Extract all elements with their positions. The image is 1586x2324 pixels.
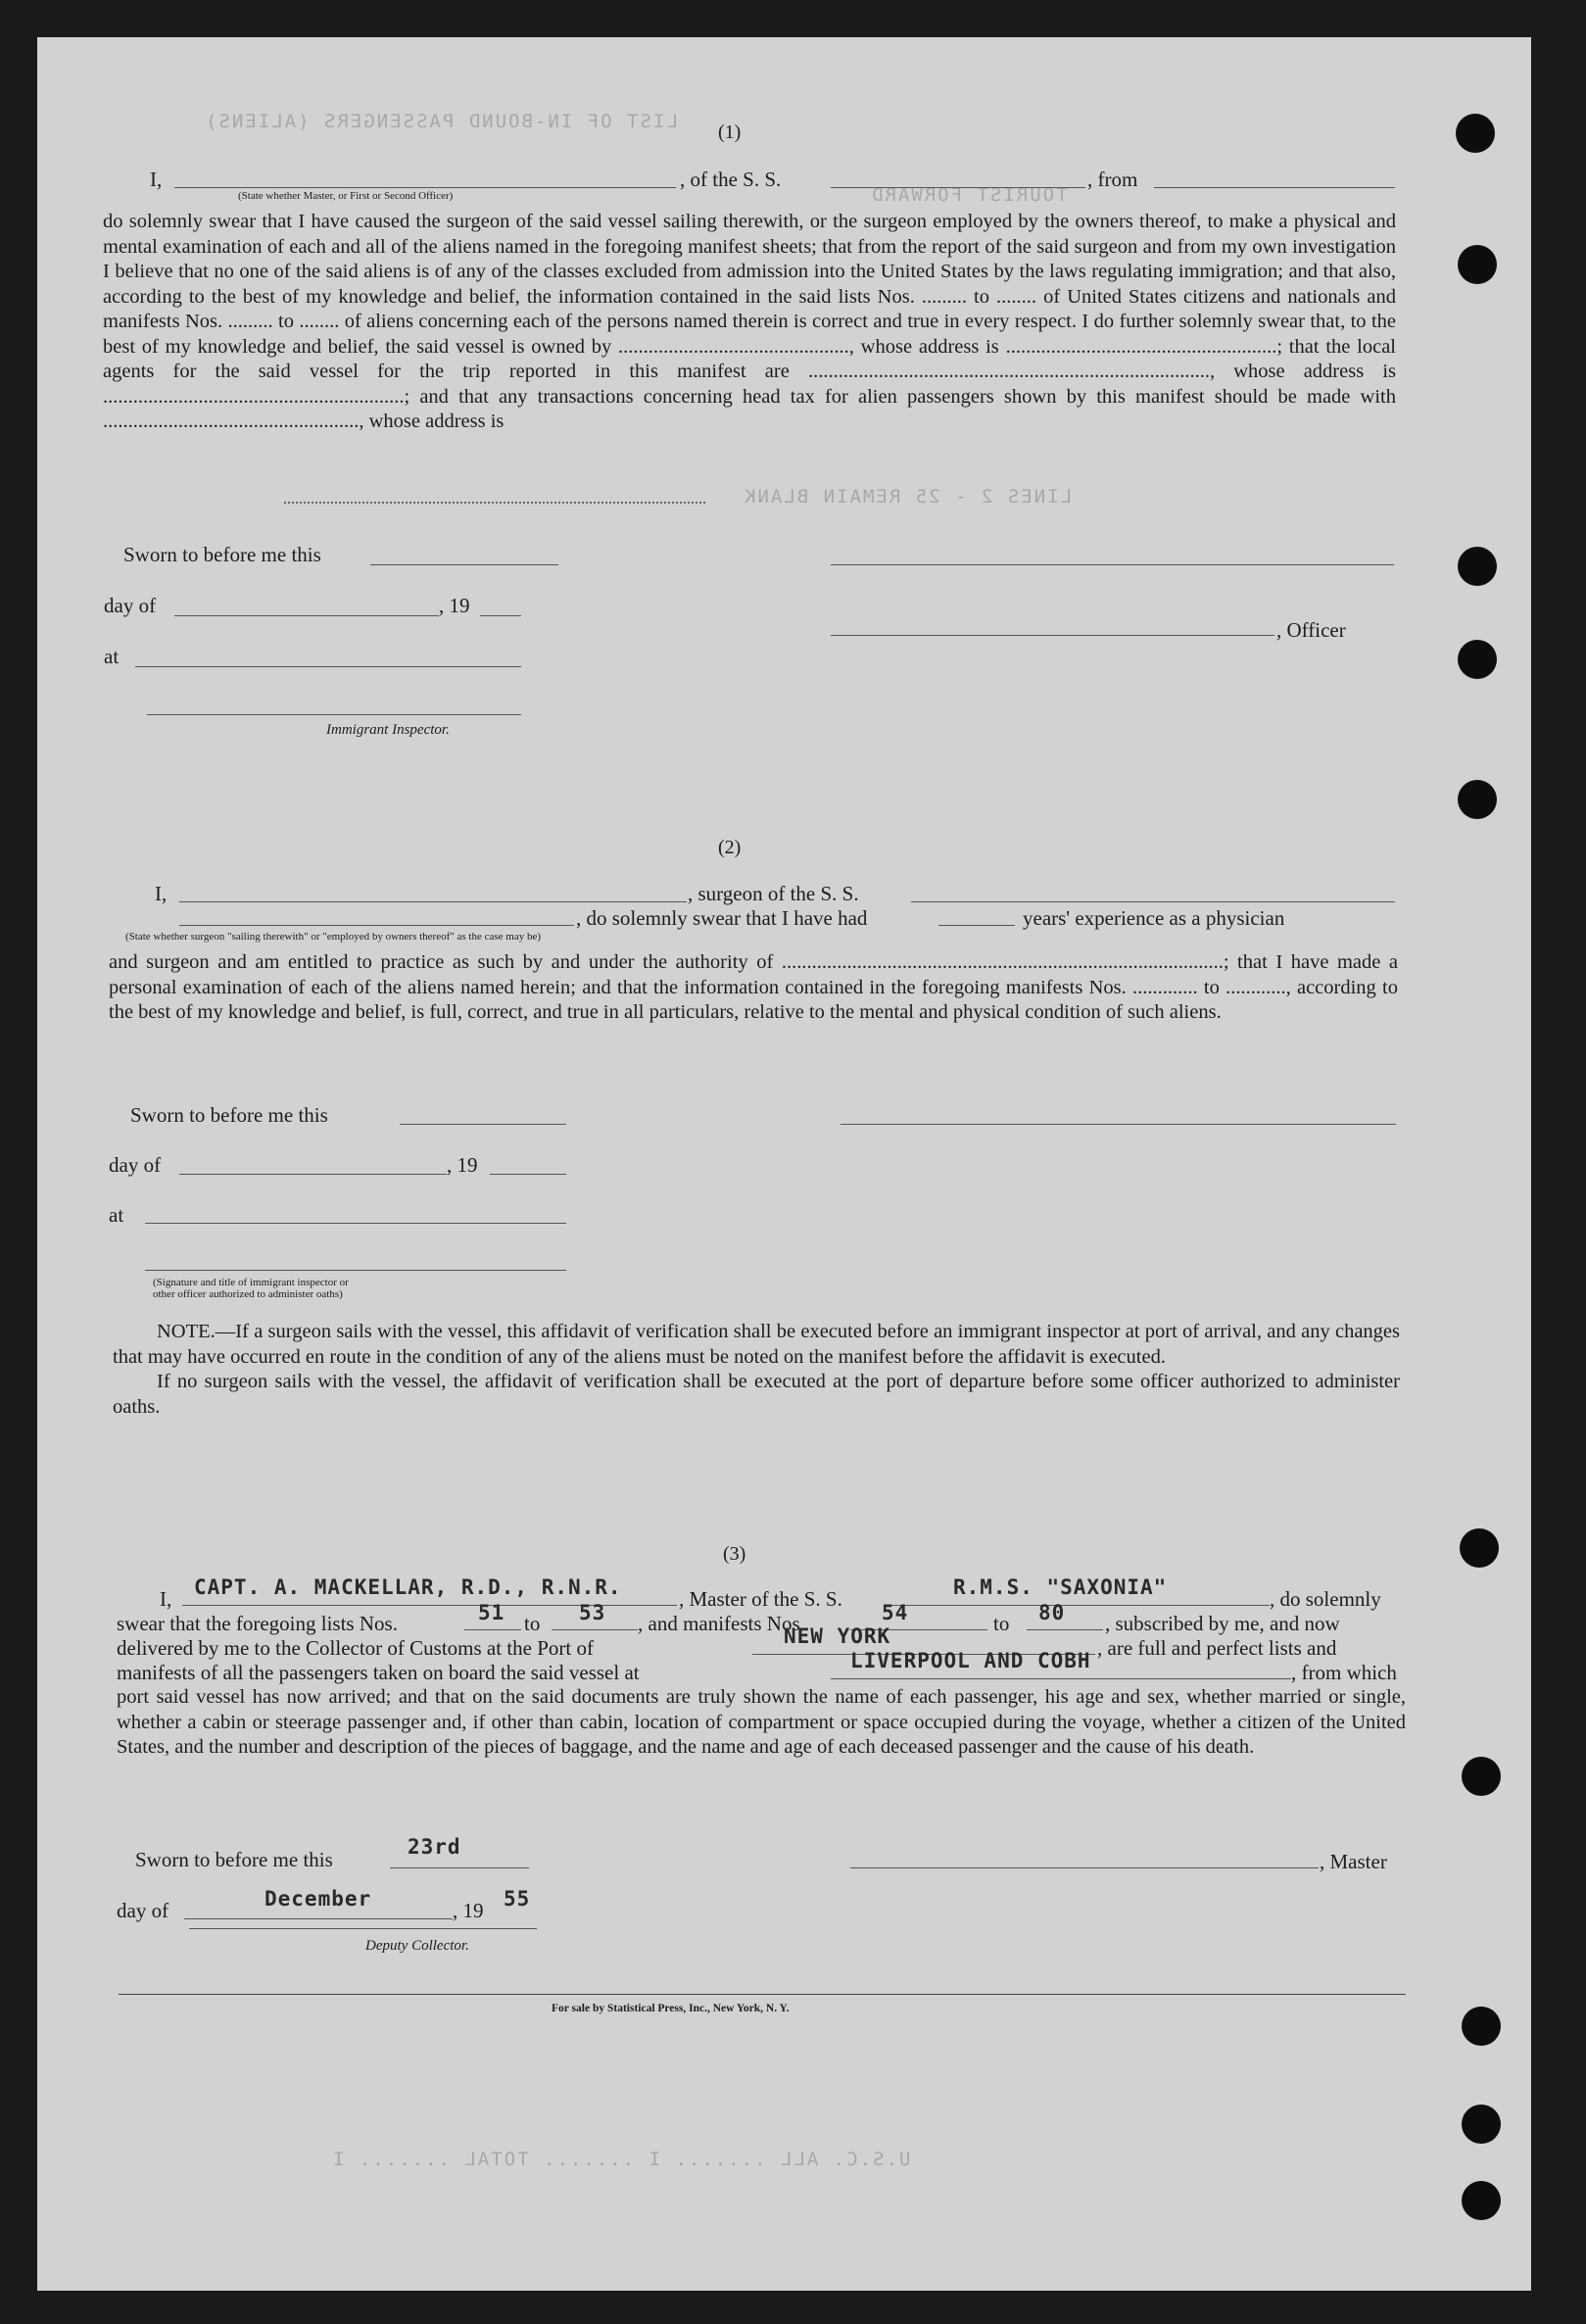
s1-officer-label: , Officer <box>1276 618 1346 642</box>
s1-officer-hint: (State whether Master, or First or Second Officer) <box>238 190 454 202</box>
s1-inspector-sign-field[interactable] <box>147 714 521 715</box>
s3-i-label: I, <box>160 1587 172 1611</box>
punch-hole <box>1462 2105 1501 2144</box>
s2-note-2: If no surgeon sails with the vessel, the affidavit of verification shall be executed at the port of departure before some officer authorized to administer oaths. <box>113 1371 1400 1418</box>
s1-day-of-label: day of <box>104 594 157 617</box>
s1-i-label: I, <box>150 168 163 191</box>
s1-at-label: at <box>104 645 120 668</box>
s1-from-label: , from <box>1087 168 1138 191</box>
s2-name-field[interactable] <box>179 901 687 902</box>
s3-to-1: to <box>524 1612 541 1635</box>
s2-note-1: NOTE.—If a surgeon sails with the vessel, this affidavit of verification shall be executed before an immigrant inspector at port of arrival, and any changes that may have occurred en route in the condition of any of the aliens must be noted on the manifest before the affidavit is executed. <box>113 1321 1400 1368</box>
s3-line3-a: delivered by me to the Collector of Customs at the Port of <box>117 1636 594 1660</box>
s3-list-to-field[interactable] <box>552 1629 638 1630</box>
s1-from-field[interactable] <box>1154 187 1395 188</box>
s1-year-label: , 19 <box>439 594 470 617</box>
s1-at-field[interactable] <box>135 666 521 667</box>
s3-month: December <box>264 1887 372 1911</box>
s3-vessel-name: R.M.S. "SAXONIA" <box>953 1575 1168 1599</box>
s3-master-of-label: , Master of the S. S. <box>679 1587 842 1611</box>
s2-year-label: , 19 <box>447 1153 478 1177</box>
s3-master-name: CAPT. A. MACKELLAR, R.D., R.N.R. <box>194 1575 622 1599</box>
s1-officer-field[interactable] <box>174 187 676 188</box>
s1-sworn-field[interactable] <box>370 564 558 565</box>
s3-departure: LIVERPOOL AND COBH <box>850 1649 1091 1672</box>
section-2-number: (2) <box>718 837 742 858</box>
s2-years-field[interactable] <box>938 925 1015 926</box>
s2-oath-text: and surgeon and am entitled to practice as such by and under the authority of ........................................................................................; that I have made a personal examination of each of the aliens named herein; and that the information contained in the foregoing manifests Nos. ............. to ............, according to the best of my knowledge and belief, is full, correct, and true in all particulars, relative to the mental and physical condition of such aliens. <box>109 951 1398 1023</box>
s3-sworn-day: 23rd <box>408 1835 461 1859</box>
s3-year-prefix: , 19 <box>453 1899 484 1922</box>
s2-vessel-field[interactable] <box>911 901 1395 902</box>
s2-day-field[interactable] <box>179 1174 447 1175</box>
s2-inspector-sign-field[interactable] <box>145 1270 566 1271</box>
s2-oath-body <box>109 950 1398 1026</box>
s2-surgeon-hint: (State whether surgeon "sailing therewith" or "employed by owners thereof" as the case may be) <box>125 931 542 943</box>
s3-day-of-label: day of <box>117 1899 169 1922</box>
s1-sworn-label: Sworn to before me this <box>123 543 321 566</box>
s2-name-field-2[interactable] <box>179 925 574 926</box>
s1-vessel-field[interactable] <box>831 187 1085 188</box>
s1-oath-text: do solemnly swear that I have caused the surgeon of the said vessel sailing therewith, or the surgeon employed by the owners thereof, to make a physical and mental examination of each and all of the aliens named in the foregoing manifest sheets; that from the report of the said surgeon and from my own investigation I believe that no one of the said aliens is of any of the classes excluded from admission into the United States by the laws regulating immigration; and that also, according to the best of my knowledge and belief, the information contained in the said lists Nos. ......... to ........ of United States citizens and nationals and manifests Nos. ......... to ........ of aliens concerning each of the persons named therein is correct and true in every respect. I do further solemnly swear that, to the best of my knowledge and belief, the said vessel is owned by .............................................., whose address is ......................................................; that the local agents for the said vessel for the trip reported in this manifest are ................................................................................, whose address is ............................................................; and that any transactions concerning head tax for alien passengers shown by this manifest should be made with ..................................................., whose address is <box>103 211 1396 432</box>
s3-sworn-label: Sworn to before me this <box>135 1848 333 1871</box>
s2-sig-hint-2: other officer authorized to administer oaths) <box>153 1288 343 1300</box>
s3-manifest-from: 54 <box>882 1601 909 1624</box>
s3-line3-b: , are full and perfect lists and <box>1097 1636 1337 1660</box>
s3-to-2: to <box>993 1612 1010 1635</box>
printer-imprint: For sale by Statistical Press, Inc., New York, N. Y. <box>552 2003 790 2014</box>
s1-year-field[interactable] <box>480 615 521 616</box>
s3-line4-b: , from which <box>1291 1661 1397 1684</box>
punch-hole <box>1460 1528 1499 1568</box>
s3-departure-field[interactable] <box>831 1678 1291 1679</box>
s3-line2-a: swear that the foregoing lists Nos. <box>117 1612 398 1635</box>
punch-hole <box>1462 2007 1501 2046</box>
s2-note <box>113 1320 1400 1420</box>
s3-list-from-field[interactable] <box>464 1629 521 1630</box>
s2-swear-label: , do solemnly swear that I have had <box>576 906 868 930</box>
s2-day-of-label: day of <box>109 1153 162 1177</box>
s3-line2-b: , and manifests Nos. <box>638 1612 805 1635</box>
s3-deputy-sign-field[interactable] <box>189 1928 537 1929</box>
s2-sworn-field[interactable] <box>400 1124 566 1125</box>
s3-master-label: , Master <box>1320 1850 1387 1873</box>
s2-sworn-label: Sworn to before me this <box>130 1103 328 1127</box>
s3-port: NEW YORK <box>784 1624 891 1648</box>
s3-vessel-field[interactable] <box>889 1605 1270 1606</box>
punch-hole <box>1458 245 1497 284</box>
s1-day-field[interactable] <box>174 615 439 616</box>
s3-sworn-field[interactable] <box>390 1867 529 1868</box>
punch-hole <box>1456 114 1495 153</box>
s3-solemnly-label: , do solemnly <box>1270 1587 1381 1611</box>
s3-manifest-to-field[interactable] <box>1027 1629 1103 1630</box>
footer-rule <box>119 1994 1406 1995</box>
s3-master-sign-field[interactable] <box>850 1867 1319 1868</box>
s2-years-label: years' experience as a physician <box>1023 906 1285 930</box>
s3-manifest-to: 80 <box>1038 1601 1066 1624</box>
s3-line4-a: manifests of all the passengers taken on board the said vessel at <box>117 1661 640 1684</box>
s1-address-field[interactable] <box>284 502 705 504</box>
s1-officer-sign-field[interactable] <box>831 635 1274 636</box>
s2-year-field[interactable] <box>490 1174 566 1175</box>
s2-at-field[interactable] <box>145 1223 566 1224</box>
s3-list-to: 53 <box>579 1601 606 1624</box>
s3-line2-c: , subscribed by me, and now <box>1105 1612 1340 1635</box>
s2-sig-hint-1: (Signature and title of immigrant inspector or <box>153 1277 349 1288</box>
s2-i-label: I, <box>155 882 168 905</box>
punch-hole <box>1458 547 1497 586</box>
bleed-through: LINES 2 - 25 REMAIN BLANK <box>743 486 1072 508</box>
s2-at-label: at <box>109 1203 124 1227</box>
s2-surgeon-of-label: , surgeon of the S. S. <box>688 882 859 905</box>
s1-signature-field[interactable] <box>831 564 1394 565</box>
s3-oath-text: port said vessel has now arrived; and that on the said documents are truly shown the name of each passenger, his age and sex, whether married or single, whether a cabin or steerage passenger and, if other than cabin, location of compartment or space occupied during the voyage, whether a citizen of the United States, and the number and description of the pieces of baggage, and the name and age of each deceased passenger and the cause of his death. <box>117 1686 1406 1758</box>
s1-inspector-label: Immigrant Inspector. <box>326 722 450 738</box>
punch-hole <box>1458 640 1497 679</box>
punch-hole <box>1462 2181 1501 2220</box>
section-3-number: (3) <box>723 1543 746 1565</box>
section-1-number: (1) <box>718 121 742 143</box>
s3-oath-body <box>117 1685 1406 1761</box>
manifest-affidavit-page <box>37 37 1531 2291</box>
s3-year-suffix: 55 <box>504 1887 531 1911</box>
s3-list-from: 51 <box>478 1601 505 1624</box>
punch-hole <box>1458 780 1497 819</box>
bleed-through: LIST OF IN-BOUND PASSENGERS (ALIENS) <box>204 111 678 132</box>
punch-hole <box>1462 1757 1501 1796</box>
bleed-through: TOURIST FORWARD <box>870 184 1068 206</box>
s1-oath-body <box>103 210 1396 435</box>
s3-month-field[interactable] <box>184 1918 453 1919</box>
s2-signature-field[interactable] <box>841 1124 1396 1125</box>
s3-deputy-label: Deputy Collector. <box>365 1938 469 1954</box>
s1-of-ss-label: , of the S. S. <box>680 168 782 191</box>
bleed-through: U.S.C. ALL ....... I ....... TOTAL ....... I <box>331 2149 911 2170</box>
